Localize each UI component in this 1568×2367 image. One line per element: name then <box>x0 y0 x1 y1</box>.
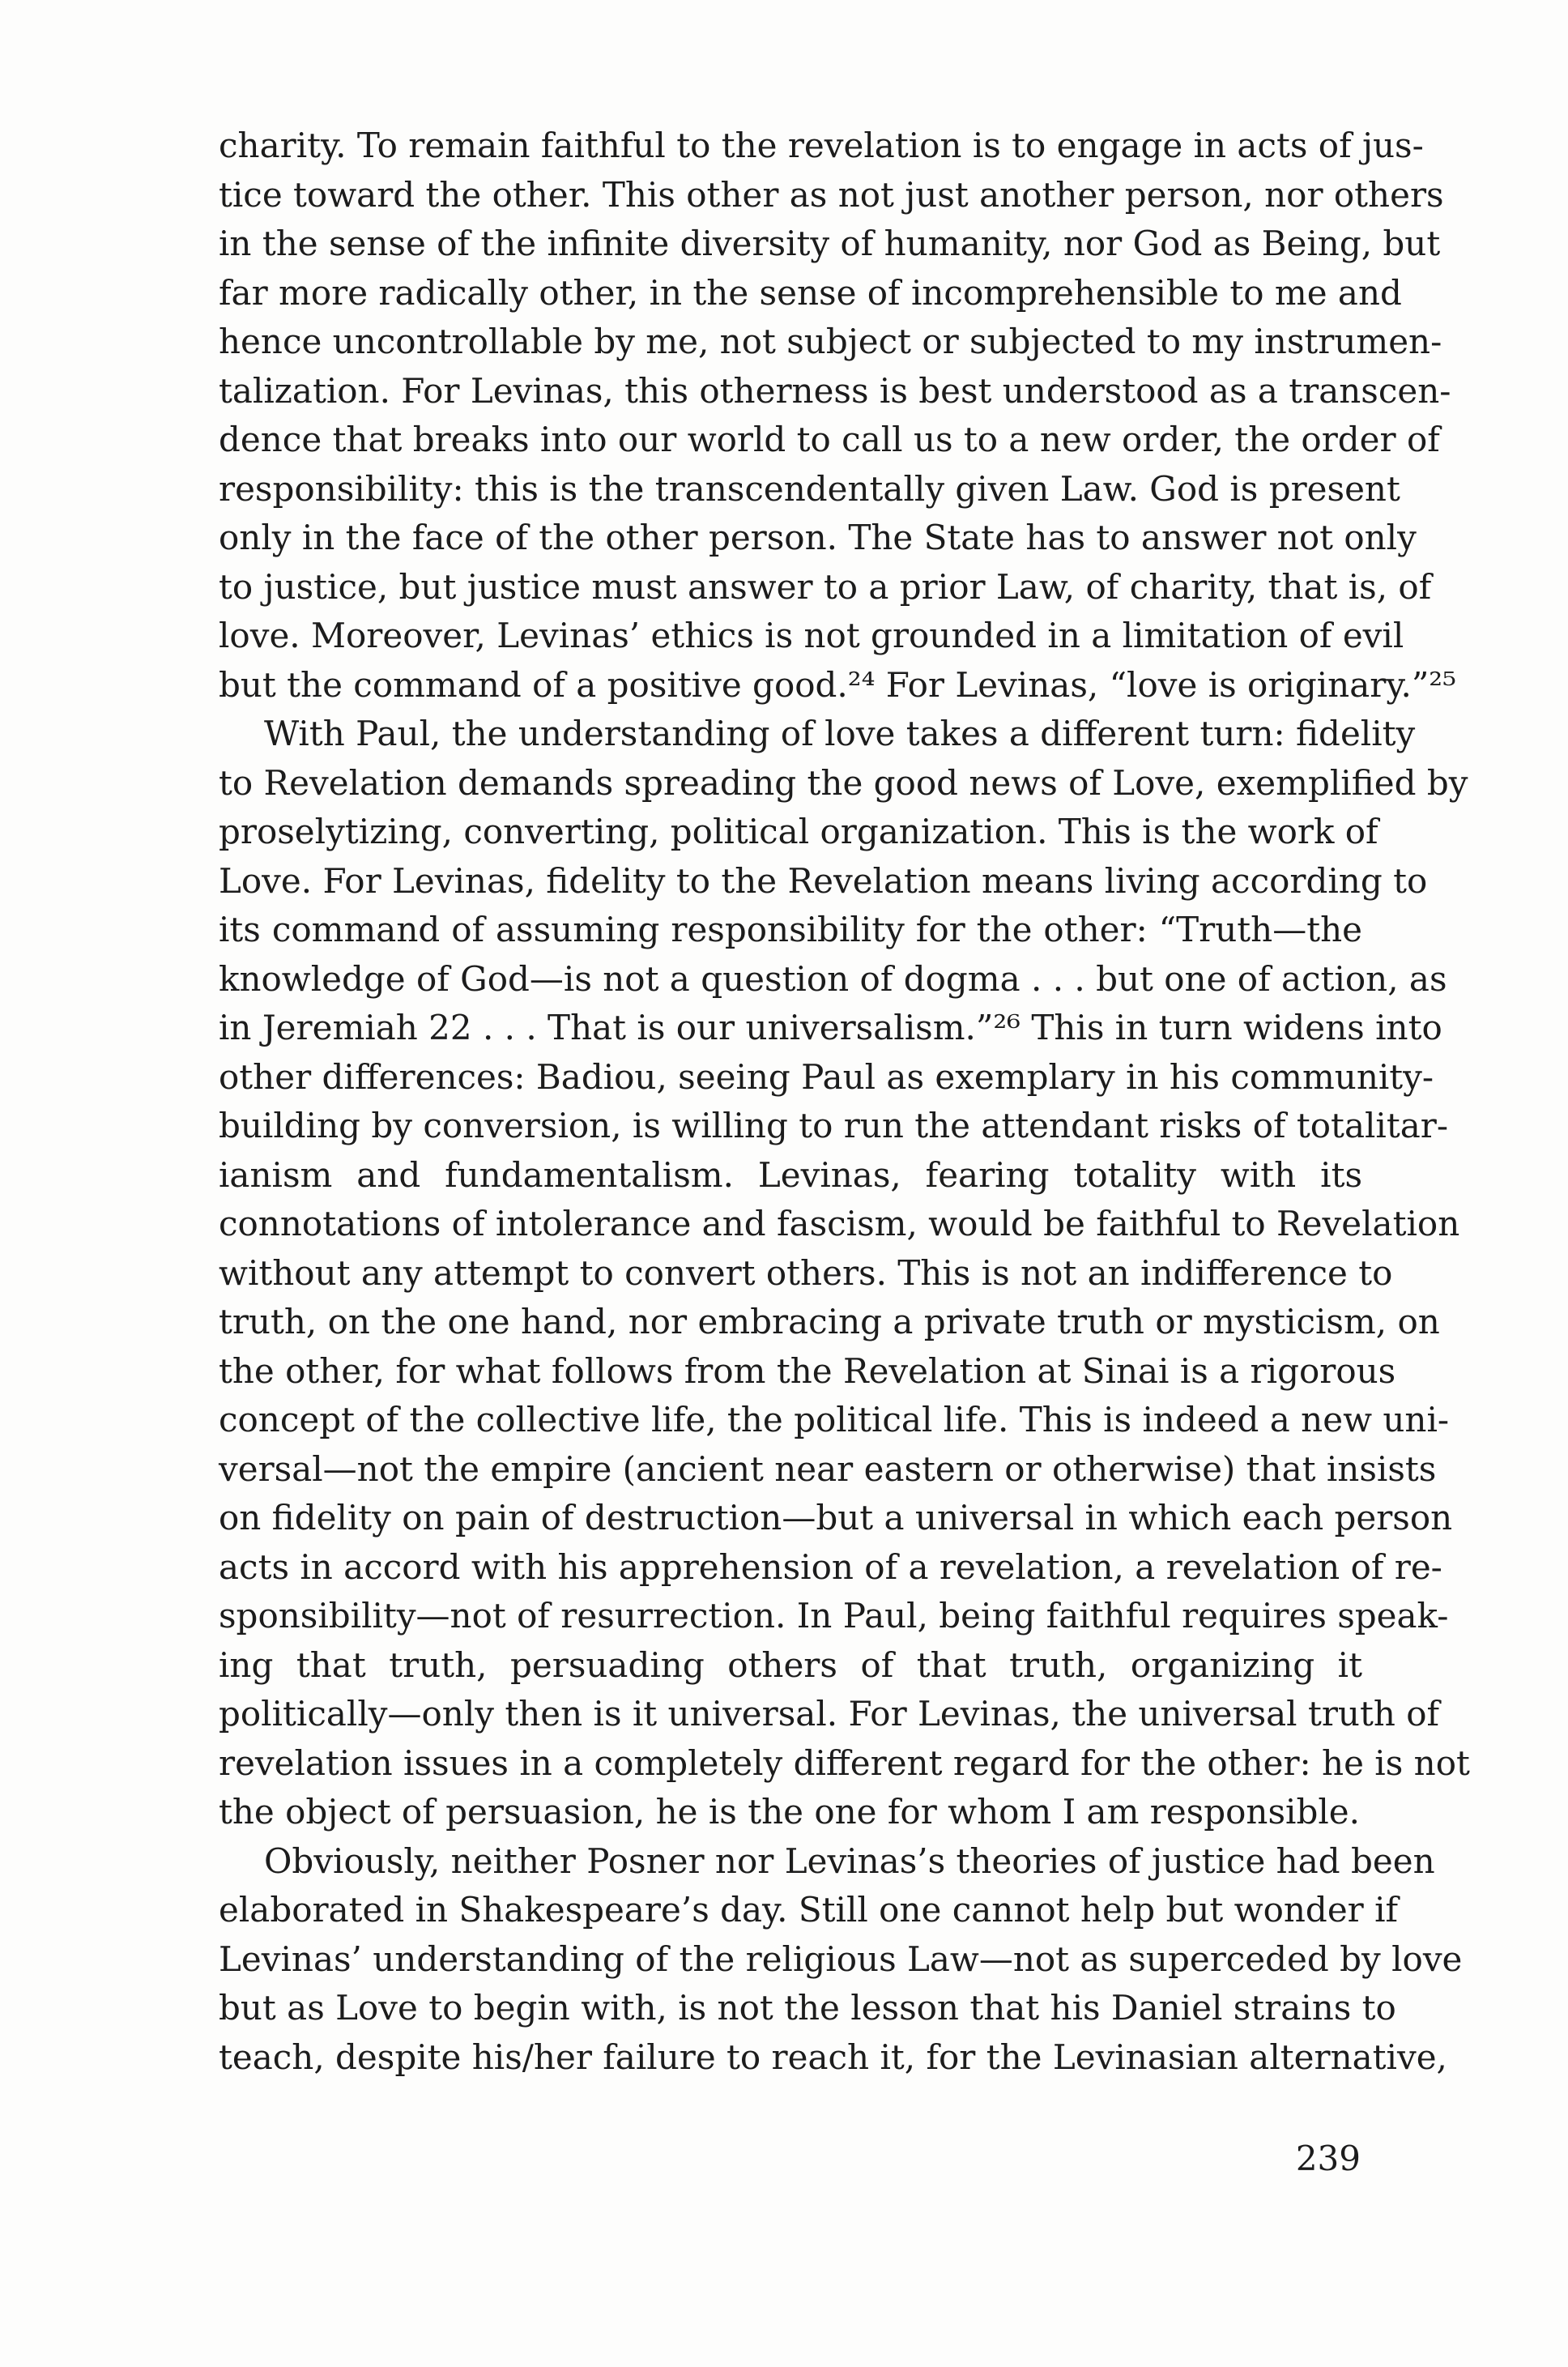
text-line: but as Love to begin with, is not the lesson that his Daniel strains to <box>219 1988 1396 2028</box>
text-line: in the sense of the infinite diversity of humanity, nor God as Being, but <box>219 224 1441 263</box>
paragraph-1 <box>219 122 1456 710</box>
text-line: ianism and fundamentalism. Levinas, fearing totality with its <box>219 1154 1362 1195</box>
text-line: Love. For Levinas, fidelity to the Revelation means living according to <box>219 860 1428 901</box>
text-line: proselytizing, converting, political organization. This is the work of <box>219 812 1378 851</box>
text-line: talization. For Levinas, this otherness is best understood as a transcen- <box>219 370 1451 411</box>
text-line: With Paul, the understanding of love takes a different turn: fidelity <box>264 714 1416 753</box>
text-line: charity. To remain faithful to the revelation is to engage in acts of jus- <box>219 126 1424 165</box>
text-line: politically—only then is it universal. For Levinas, the universal truth of <box>219 1694 1440 1734</box>
text-line: the other, for what follows from the Revelation at Sinai is a rigorous <box>219 1350 1396 1391</box>
text-line: dence that breaks into our world to call us to a new order, the order of <box>219 420 1440 459</box>
text-line: its command of assuming responsibility for the other: “Truth—the <box>219 910 1362 949</box>
text-line: revelation issues in a completely different regard for the other: he is not <box>219 1742 1470 1783</box>
text-line: acts in accord with his apprehension of a revelation, a revelation of re- <box>219 1546 1442 1587</box>
text-line: but the command of a positive good.²⁴ For Levinas, “love is originary.”²⁵ <box>219 664 1456 705</box>
text-line: sponsibility—not of resurrection. In Paul, being faithful requires speak- <box>219 1596 1449 1636</box>
text-line: versal—not the empire (ancient near eastern or otherwise) that insists <box>219 1448 1437 1489</box>
text-line: ing that truth, persuading others of that truth, organizing it <box>219 1644 1362 1685</box>
text-line: hence uncontrollable by me, not subject or subjected to my instrumen- <box>219 322 1442 361</box>
body-text <box>219 122 1470 2082</box>
text-line: tice toward the other. This other as not just another person, nor others <box>219 174 1444 215</box>
text-line: far more radically other, in the sense of incomprehensible to me and <box>219 272 1402 313</box>
text-line: on fidelity on pain of destruction—but a universal in which each person <box>219 1498 1453 1537</box>
text-line: love. Moreover, Levinas’ ethics is not grounded in a limitation of evil <box>219 616 1404 655</box>
page-number: 239 <box>1295 2139 1361 2178</box>
text-line: Levinas’ understanding of the religious Law—not as superceded by love <box>219 1938 1463 1979</box>
text-line: without any attempt to convert others. This is not an indifference to <box>219 1252 1393 1293</box>
text-line: in Jeremiah 22 . . . That is our universalism.”²⁶ This in turn widens into <box>219 1008 1442 1047</box>
paragraph-3 <box>219 1837 1463 2083</box>
text-line: Obviously, neither Posner nor Levinas’s theories of justice had been <box>264 1840 1435 1881</box>
text-line: to justice, but justice must answer to a prior Law, of charity, that is, of <box>219 566 1432 607</box>
text-line: responsibility: this is the transcendentally given Law. God is present <box>219 468 1400 509</box>
text-line: the object of persuasion, he is the one for whom I am responsible. <box>219 1792 1360 1832</box>
text-line: teach, despite his/her failure to reach it, for the Levinasian alternative, <box>219 2036 1447 2077</box>
text-line: connotations of intolerance and fascism, would be faithful to Revelation <box>219 1204 1460 1243</box>
text-line: elaborated in Shakespeare’s day. Still one cannot help but wonder if <box>219 1890 1399 1930</box>
text-line: truth, on the one hand, nor embracing a private truth or mysticism, on <box>219 1302 1440 1341</box>
text-line: building by conversion, is willing to run the attendant risks of totalitar- <box>219 1106 1449 1145</box>
text-line: concept of the collective life, the political life. This is indeed a new uni- <box>219 1400 1450 1439</box>
text-line: to Revelation demands spreading the good news of Love, exemplified by <box>219 762 1468 803</box>
text-line: knowledge of God—is not a question of dogma . . . but one of action, as <box>219 958 1447 999</box>
text-line: other differences: Badiou, seeing Paul as exemplary in his community- <box>219 1056 1434 1097</box>
text-line: only in the face of the other person. The State has to answer not only <box>219 518 1417 557</box>
paragraph-2 <box>219 710 1470 1837</box>
